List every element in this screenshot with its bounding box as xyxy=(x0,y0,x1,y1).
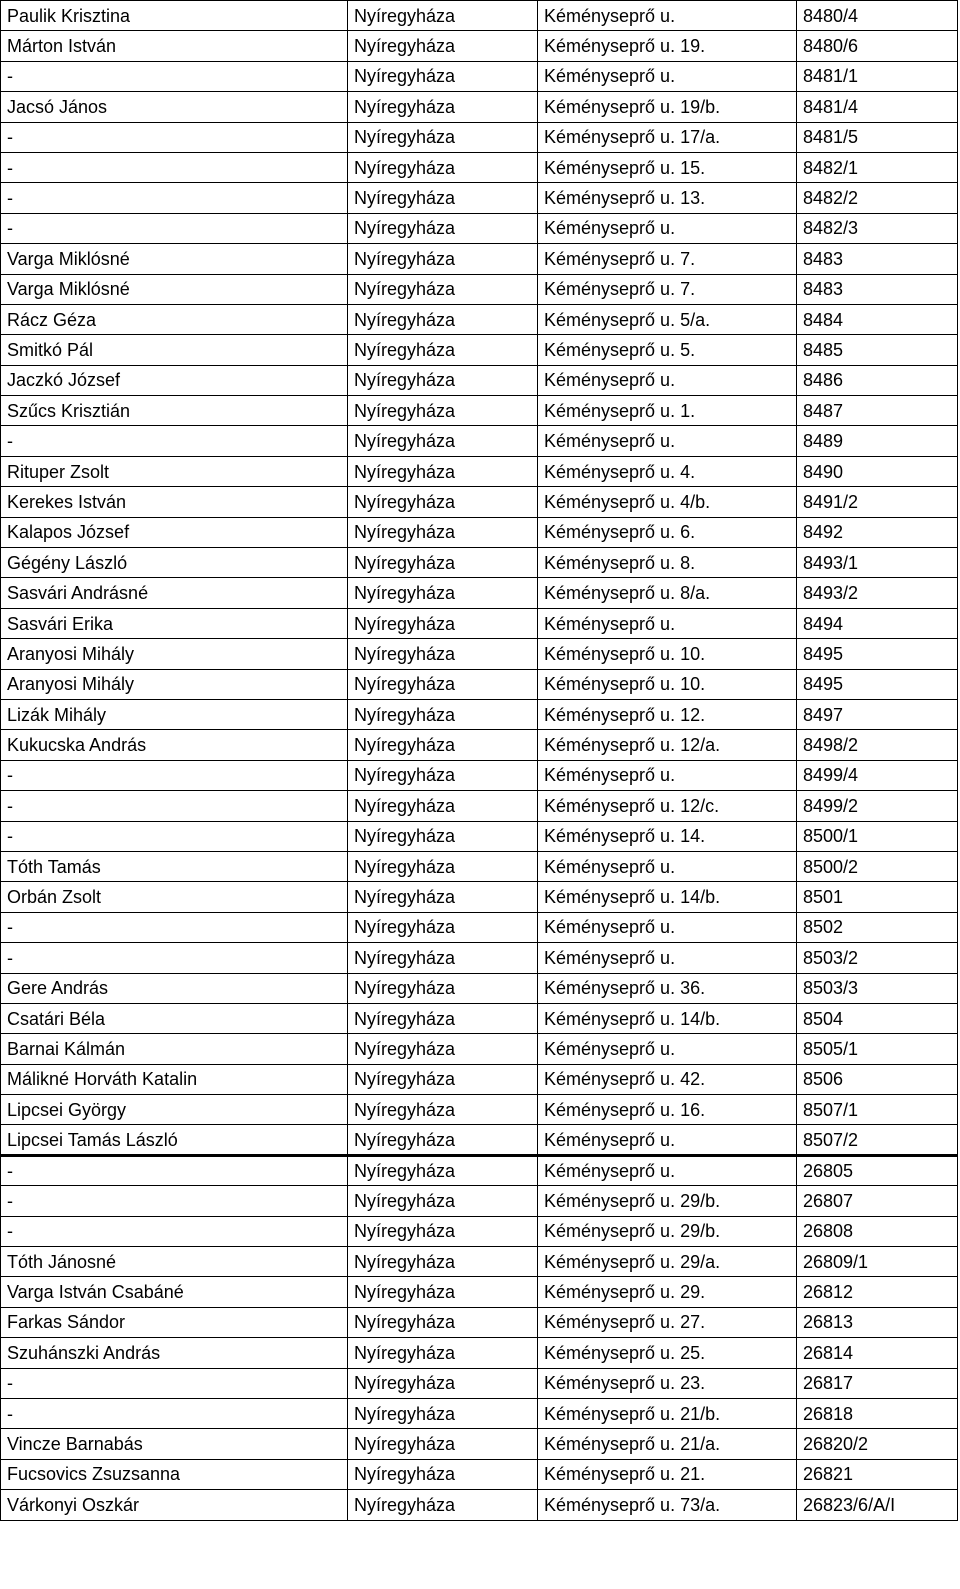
owner-name-cell: Varga Miklósné xyxy=(1,274,348,304)
owner-name-cell: - xyxy=(1,821,348,851)
city-cell: Nyíregyháza xyxy=(348,639,538,669)
street-address-cell: Kéményseprő u. 29/b. xyxy=(538,1186,797,1216)
parcel-number-cell: 26809/1 xyxy=(797,1247,958,1277)
parcel-number-cell: 8498/2 xyxy=(797,730,958,760)
owner-name-cell: Várkonyi Oszkár xyxy=(1,1490,348,1520)
city-cell: Nyíregyháza xyxy=(348,517,538,547)
parcel-number-cell: 26812 xyxy=(797,1277,958,1307)
parcel-number-cell: 8482/2 xyxy=(797,183,958,213)
city-cell: Nyíregyháza xyxy=(348,1186,538,1216)
parcel-number-cell: 8507/1 xyxy=(797,1095,958,1125)
city-cell: Nyíregyháza xyxy=(348,456,538,486)
table-row xyxy=(1,244,958,274)
parcel-number-cell: 26821 xyxy=(797,1459,958,1489)
owner-name-cell: Kalapos József xyxy=(1,517,348,547)
owner-name-cell: Jacsó János xyxy=(1,92,348,122)
owner-name-cell: Paulik Krisztina xyxy=(1,1,348,31)
table-row xyxy=(1,1003,958,1033)
street-address-cell: Kéményseprő u. xyxy=(538,1155,797,1185)
city-cell: Nyíregyháza xyxy=(348,1459,538,1489)
street-address-cell: Kéményseprő u. 7. xyxy=(538,274,797,304)
city-cell: Nyíregyháza xyxy=(348,213,538,243)
street-address-cell: Kéményseprő u. 8. xyxy=(538,548,797,578)
owner-name-cell: Gégény László xyxy=(1,548,348,578)
street-address-cell: Kéményseprő u. 15. xyxy=(538,152,797,182)
street-address-cell: Kéményseprő u. 29/a. xyxy=(538,1247,797,1277)
street-address-cell: Kéményseprő u. 4/b. xyxy=(538,487,797,517)
parcel-number-cell: 8481/4 xyxy=(797,92,958,122)
table-row xyxy=(1,1459,958,1489)
street-address-cell: Kéményseprő u. 12/c. xyxy=(538,791,797,821)
owner-name-cell: - xyxy=(1,1186,348,1216)
city-cell: Nyíregyháza xyxy=(348,1003,538,1033)
street-address-cell: Kéményseprő u. 10. xyxy=(538,669,797,699)
table-row xyxy=(1,517,958,547)
owner-name-cell: - xyxy=(1,943,348,973)
city-cell: Nyíregyháza xyxy=(348,851,538,881)
table-row xyxy=(1,152,958,182)
owner-name-cell: Farkas Sándor xyxy=(1,1307,348,1337)
street-address-cell: Kéményseprő u. xyxy=(538,426,797,456)
owner-name-cell: Tóth Tamás xyxy=(1,851,348,881)
city-cell: Nyíregyháza xyxy=(348,152,538,182)
table-row xyxy=(1,304,958,334)
table-row xyxy=(1,426,958,456)
city-cell: Nyíregyháza xyxy=(348,396,538,426)
table-row xyxy=(1,943,958,973)
owner-name-cell: Jaczkó József xyxy=(1,365,348,395)
city-cell: Nyíregyháza xyxy=(348,608,538,638)
parcel-number-cell: 8490 xyxy=(797,456,958,486)
city-cell: Nyíregyháza xyxy=(348,1307,538,1337)
parcel-number-cell: 8482/3 xyxy=(797,213,958,243)
parcel-number-cell: 8493/1 xyxy=(797,548,958,578)
street-address-cell: Kéményseprő u. 14. xyxy=(538,821,797,851)
city-cell: Nyíregyháza xyxy=(348,92,538,122)
parcel-number-cell: 8480/6 xyxy=(797,31,958,61)
owner-name-cell: Varga István Csabáné xyxy=(1,1277,348,1307)
table-row xyxy=(1,882,958,912)
table-row xyxy=(1,730,958,760)
city-cell: Nyíregyháza xyxy=(348,335,538,365)
owner-name-cell: - xyxy=(1,213,348,243)
street-address-cell: Kéményseprő u. xyxy=(538,1034,797,1064)
table-row xyxy=(1,1216,958,1246)
street-address-cell: Kéményseprő u. xyxy=(538,912,797,942)
parcel-number-cell: 8486 xyxy=(797,365,958,395)
owner-name-cell: - xyxy=(1,1368,348,1398)
owner-name-cell: Lizák Mihály xyxy=(1,699,348,729)
street-address-cell: Kéményseprő u. 27. xyxy=(538,1307,797,1337)
table-row xyxy=(1,791,958,821)
street-address-cell: Kéményseprő u. 13. xyxy=(538,183,797,213)
table-row xyxy=(1,487,958,517)
table-row xyxy=(1,1,958,31)
parcel-number-cell: 8501 xyxy=(797,882,958,912)
street-address-cell: Kéményseprő u. 10. xyxy=(538,639,797,669)
parcel-number-cell: 8484 xyxy=(797,304,958,334)
city-cell: Nyíregyháza xyxy=(348,244,538,274)
table-row xyxy=(1,274,958,304)
parcel-number-cell: 8482/1 xyxy=(797,152,958,182)
city-cell: Nyíregyháza xyxy=(348,791,538,821)
owner-name-cell: - xyxy=(1,122,348,152)
parcel-number-cell: 8483 xyxy=(797,274,958,304)
street-address-cell: Kéményseprő u. xyxy=(538,1125,797,1155)
owner-name-cell: Orbán Zsolt xyxy=(1,882,348,912)
parcel-number-cell: 8495 xyxy=(797,639,958,669)
parcel-number-cell: 8485 xyxy=(797,335,958,365)
city-cell: Nyíregyháza xyxy=(348,122,538,152)
table-row xyxy=(1,639,958,669)
city-cell: Nyíregyháza xyxy=(348,365,538,395)
table-row xyxy=(1,1095,958,1125)
street-address-cell: Kéményseprő u. 1. xyxy=(538,396,797,426)
owner-name-cell: Vincze Barnabás xyxy=(1,1429,348,1459)
parcel-number-cell: 8481/5 xyxy=(797,122,958,152)
street-address-cell: Kéményseprő u. 42. xyxy=(538,1064,797,1094)
street-address-cell: Kéményseprő u. 8/a. xyxy=(538,578,797,608)
street-address-cell: Kéményseprő u. xyxy=(538,851,797,881)
table-row xyxy=(1,92,958,122)
owner-name-cell: Csatári Béla xyxy=(1,1003,348,1033)
city-cell: Nyíregyháza xyxy=(348,882,538,912)
owner-name-cell: - xyxy=(1,152,348,182)
table-row xyxy=(1,1064,958,1094)
parcel-number-cell: 8480/4 xyxy=(797,1,958,31)
table-row xyxy=(1,851,958,881)
street-address-cell: Kéményseprő u. 12/a. xyxy=(538,730,797,760)
table-row xyxy=(1,760,958,790)
parcel-number-cell: 26808 xyxy=(797,1216,958,1246)
table-row xyxy=(1,1247,958,1277)
owner-name-cell: Fucsovics Zsuzsanna xyxy=(1,1459,348,1489)
parcel-number-cell: 8489 xyxy=(797,426,958,456)
city-cell: Nyíregyháza xyxy=(348,1429,538,1459)
parcel-number-cell: 8495 xyxy=(797,669,958,699)
owner-name-cell: - xyxy=(1,183,348,213)
street-address-cell: Kéményseprő u. xyxy=(538,608,797,638)
parcel-number-cell: 26813 xyxy=(797,1307,958,1337)
owner-name-cell: Kukucska András xyxy=(1,730,348,760)
city-cell: Nyíregyháza xyxy=(348,1490,538,1520)
owner-name-cell: Lipcsei György xyxy=(1,1095,348,1125)
table-row xyxy=(1,1125,958,1155)
street-address-cell: Kéményseprő u. 21/a. xyxy=(538,1429,797,1459)
city-cell: Nyíregyháza xyxy=(348,31,538,61)
owner-name-cell: Sasvári Erika xyxy=(1,608,348,638)
table-row xyxy=(1,335,958,365)
table-row xyxy=(1,912,958,942)
table-row xyxy=(1,973,958,1003)
city-cell: Nyíregyháza xyxy=(348,912,538,942)
parcel-number-cell: 8497 xyxy=(797,699,958,729)
owner-name-cell: Smitkó Pál xyxy=(1,335,348,365)
street-address-cell: Kéményseprő u. 6. xyxy=(538,517,797,547)
street-address-cell: Kéményseprő u. 73/a. xyxy=(538,1490,797,1520)
city-cell: Nyíregyháza xyxy=(348,943,538,973)
parcel-number-cell: 8500/1 xyxy=(797,821,958,851)
city-cell: Nyíregyháza xyxy=(348,821,538,851)
table-row xyxy=(1,1307,958,1337)
parcel-number-cell: 8505/1 xyxy=(797,1034,958,1064)
owner-name-cell: Aranyosi Mihály xyxy=(1,639,348,669)
street-address-cell: Kéményseprő u. 36. xyxy=(538,973,797,1003)
city-cell: Nyíregyháza xyxy=(348,730,538,760)
parcel-number-cell: 8504 xyxy=(797,1003,958,1033)
table-row xyxy=(1,578,958,608)
owner-name-cell: - xyxy=(1,426,348,456)
street-address-cell: Kéményseprő u. 25. xyxy=(538,1338,797,1368)
parcel-number-cell: 26805 xyxy=(797,1155,958,1185)
parcel-number-cell: 26818 xyxy=(797,1398,958,1428)
street-address-cell: Kéményseprő u. 4. xyxy=(538,456,797,486)
parcel-number-cell: 8499/2 xyxy=(797,791,958,821)
city-cell: Nyíregyháza xyxy=(348,1064,538,1094)
table-row xyxy=(1,396,958,426)
table-row xyxy=(1,365,958,395)
table-row xyxy=(1,61,958,91)
owner-name-cell: Rácz Géza xyxy=(1,304,348,334)
street-address-cell: Kéményseprő u. 19. xyxy=(538,31,797,61)
parcel-number-cell: 8503/2 xyxy=(797,943,958,973)
owner-table-body xyxy=(1,1,958,1521)
parcel-number-cell: 26820/2 xyxy=(797,1429,958,1459)
owner-name-cell: - xyxy=(1,760,348,790)
owner-name-cell: Szuhánszki András xyxy=(1,1338,348,1368)
city-cell: Nyíregyháza xyxy=(348,1216,538,1246)
owner-name-cell: - xyxy=(1,1155,348,1185)
table-row xyxy=(1,456,958,486)
parcel-number-cell: 8506 xyxy=(797,1064,958,1094)
parcel-number-cell: 8481/1 xyxy=(797,61,958,91)
city-cell: Nyíregyháza xyxy=(348,699,538,729)
city-cell: Nyíregyháza xyxy=(348,669,538,699)
street-address-cell: Kéményseprő u. 7. xyxy=(538,244,797,274)
parcel-number-cell: 8499/4 xyxy=(797,760,958,790)
table-row xyxy=(1,1034,958,1064)
parcel-number-cell: 8502 xyxy=(797,912,958,942)
street-address-cell: Kéményseprő u. 23. xyxy=(538,1368,797,1398)
parcel-number-cell: 8507/2 xyxy=(797,1125,958,1155)
street-address-cell: Kéményseprő u. xyxy=(538,213,797,243)
table-row xyxy=(1,1398,958,1428)
city-cell: Nyíregyháza xyxy=(348,548,538,578)
street-address-cell: Kéményseprő u. 14/b. xyxy=(538,1003,797,1033)
city-cell: Nyíregyháza xyxy=(348,1277,538,1307)
parcel-number-cell: 8491/2 xyxy=(797,487,958,517)
street-address-cell: Kéményseprő u. xyxy=(538,365,797,395)
city-cell: Nyíregyháza xyxy=(348,274,538,304)
parcel-number-cell: 8487 xyxy=(797,396,958,426)
table-row xyxy=(1,1429,958,1459)
street-address-cell: Kéményseprő u. 19/b. xyxy=(538,92,797,122)
table-row xyxy=(1,31,958,61)
table-row xyxy=(1,1186,958,1216)
street-address-cell: Kéményseprő u. 14/b. xyxy=(538,882,797,912)
city-cell: Nyíregyháza xyxy=(348,1155,538,1185)
table-row xyxy=(1,1277,958,1307)
city-cell: Nyíregyháza xyxy=(348,1398,538,1428)
owner-name-cell: Málikné Horváth Katalin xyxy=(1,1064,348,1094)
owner-name-cell: - xyxy=(1,1216,348,1246)
owner-name-cell: Kerekes István xyxy=(1,487,348,517)
city-cell: Nyíregyháza xyxy=(348,1095,538,1125)
table-row xyxy=(1,1368,958,1398)
street-address-cell: Kéményseprő u. 5. xyxy=(538,335,797,365)
owner-name-cell: - xyxy=(1,1398,348,1428)
city-cell: Nyíregyháza xyxy=(348,760,538,790)
city-cell: Nyíregyháza xyxy=(348,1034,538,1064)
city-cell: Nyíregyháza xyxy=(348,487,538,517)
city-cell: Nyíregyháza xyxy=(348,183,538,213)
city-cell: Nyíregyháza xyxy=(348,1368,538,1398)
street-address-cell: Kéményseprő u. xyxy=(538,943,797,973)
owner-name-cell: Aranyosi Mihály xyxy=(1,669,348,699)
street-address-cell: Kéményseprő u. 12. xyxy=(538,699,797,729)
city-cell: Nyíregyháza xyxy=(348,1,538,31)
street-address-cell: Kéményseprő u. 21. xyxy=(538,1459,797,1489)
city-cell: Nyíregyháza xyxy=(348,578,538,608)
street-address-cell: Kéményseprő u. 17/a. xyxy=(538,122,797,152)
owner-name-cell: Lipcsei Tamás László xyxy=(1,1125,348,1155)
owner-name-cell: - xyxy=(1,61,348,91)
parcel-number-cell: 26814 xyxy=(797,1338,958,1368)
owner-name-cell: Rituper Zsolt xyxy=(1,456,348,486)
street-address-cell: Kéményseprő u. 29. xyxy=(538,1277,797,1307)
parcel-number-cell: 8503/3 xyxy=(797,973,958,1003)
city-cell: Nyíregyháza xyxy=(348,973,538,1003)
street-address-cell: Kéményseprő u. 16. xyxy=(538,1095,797,1125)
table-row xyxy=(1,122,958,152)
owner-name-cell: Gere András xyxy=(1,973,348,1003)
street-address-cell: Kéményseprő u. xyxy=(538,760,797,790)
table-row xyxy=(1,699,958,729)
parcel-number-cell: 8494 xyxy=(797,608,958,638)
owner-name-cell: Sasvári Andrásné xyxy=(1,578,348,608)
city-cell: Nyíregyháza xyxy=(348,1247,538,1277)
table-row xyxy=(1,183,958,213)
parcel-number-cell: 26817 xyxy=(797,1368,958,1398)
city-cell: Nyíregyháza xyxy=(348,1338,538,1368)
parcel-number-cell: 8492 xyxy=(797,517,958,547)
city-cell: Nyíregyháza xyxy=(348,426,538,456)
street-address-cell: Kéményseprő u. 5/a. xyxy=(538,304,797,334)
table-row xyxy=(1,1338,958,1368)
owner-name-cell: Varga Miklósné xyxy=(1,244,348,274)
owner-name-cell: Márton István xyxy=(1,31,348,61)
table-row xyxy=(1,1155,958,1185)
owner-name-cell: Tóth Jánosné xyxy=(1,1247,348,1277)
parcel-number-cell: 26807 xyxy=(797,1186,958,1216)
street-address-cell: Kéményseprő u. 21/b. xyxy=(538,1398,797,1428)
street-address-cell: Kéményseprő u. 29/b. xyxy=(538,1216,797,1246)
owner-name-cell: Szűcs Krisztián xyxy=(1,396,348,426)
table-row xyxy=(1,821,958,851)
table-row xyxy=(1,548,958,578)
parcel-number-cell: 8500/2 xyxy=(797,851,958,881)
parcel-number-cell: 8493/2 xyxy=(797,578,958,608)
owner-name-cell: Barnai Kálmán xyxy=(1,1034,348,1064)
owner-name-cell: - xyxy=(1,791,348,821)
owner-name-cell: - xyxy=(1,912,348,942)
street-address-cell: Kéményseprő u. xyxy=(538,1,797,31)
table-row xyxy=(1,213,958,243)
city-cell: Nyíregyháza xyxy=(348,61,538,91)
table-row xyxy=(1,669,958,699)
city-cell: Nyíregyháza xyxy=(348,1125,538,1155)
parcel-number-cell: 26823/6/A/I xyxy=(797,1490,958,1520)
table-row xyxy=(1,608,958,638)
parcel-number-cell: 8483 xyxy=(797,244,958,274)
city-cell: Nyíregyháza xyxy=(348,304,538,334)
table-row xyxy=(1,1490,958,1520)
street-address-cell: Kéményseprő u. xyxy=(538,61,797,91)
